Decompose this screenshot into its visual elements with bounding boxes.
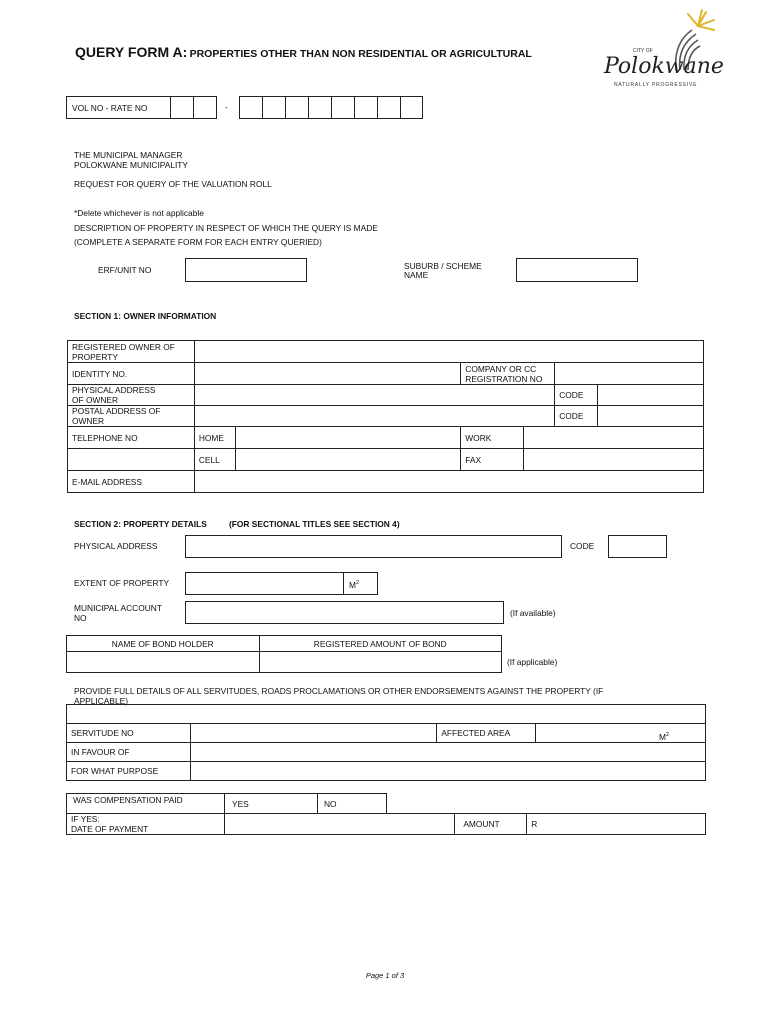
physical-code-input[interactable] bbox=[598, 385, 704, 406]
postal-code-input[interactable] bbox=[598, 406, 704, 427]
erf-label: ERF/UNIT NO bbox=[98, 265, 152, 275]
vol-rate-separator: - bbox=[225, 102, 228, 112]
bond-holder-input[interactable] bbox=[67, 652, 260, 673]
in-favour-label: IN FAVOUR OF bbox=[67, 743, 191, 762]
suburb-label-1: SUBURB / SCHEME bbox=[404, 261, 482, 271]
rate-digit-2[interactable] bbox=[262, 96, 286, 119]
form-title bbox=[75, 44, 532, 60]
property-physical-label: PHYSICAL ADDRESS bbox=[74, 541, 158, 551]
physical-code-label: CODE bbox=[555, 385, 598, 406]
vol-digit-1[interactable] bbox=[170, 96, 194, 119]
suburb-input[interactable] bbox=[516, 258, 638, 282]
fax-input[interactable] bbox=[524, 449, 704, 471]
servitude-detail-input[interactable] bbox=[67, 705, 706, 724]
company-reg-label: COMPANY OR CC REGISTRATION NO bbox=[461, 363, 555, 385]
if-available-note: (If available) bbox=[510, 608, 556, 618]
purpose-label: FOR WHAT PURPOSE bbox=[67, 762, 191, 781]
description-line: DESCRIPTION OF PROPERTY IN RESPECT OF WHICH THE QUERY IS MADE bbox=[74, 223, 378, 233]
if-yes-label: IF YES: DATE OF PAYMENT bbox=[67, 814, 225, 835]
registered-owner-label: REGISTERED OWNER OF PROPERTY bbox=[68, 341, 195, 363]
payment-table bbox=[66, 813, 706, 835]
bond-holder-header: NAME OF BOND HOLDER bbox=[67, 636, 260, 652]
postal-address-label: POSTAL ADDRESS OF OWNER bbox=[68, 406, 195, 427]
bond-amount-input[interactable] bbox=[259, 652, 501, 673]
rate-digit-7[interactable] bbox=[377, 96, 401, 119]
compensation-no-label: NO bbox=[324, 799, 337, 809]
section1-title: SECTION 1: OWNER INFORMATION bbox=[74, 311, 217, 321]
home-label: HOME bbox=[194, 427, 235, 449]
email-label: E-MAIL ADDRESS bbox=[68, 471, 195, 493]
property-code-label: CODE bbox=[570, 541, 595, 551]
servitude-intro-1: PROVIDE FULL DETAILS OF ALL SERVITUDES, ROADS PROCLAMATIONS OR OTHER ENDORSEMENTS AGAINST THE PROPERTY (IF bbox=[74, 686, 604, 696]
form-title-sub: PROPERTIES OTHER THAN NON RESIDENTIAL OR AGRICULTURAL bbox=[189, 48, 532, 60]
logo-name: Polokwane bbox=[604, 54, 724, 79]
extent-unit-divider bbox=[343, 572, 344, 595]
account-label-1: MUNICIPAL ACCOUNT bbox=[74, 603, 162, 613]
telephone-label: TELEPHONE NO bbox=[68, 427, 195, 449]
vol-rate-label: VOL NO - RATE NO bbox=[72, 103, 148, 113]
work-input[interactable] bbox=[524, 427, 704, 449]
amount-label: AMOUNT bbox=[455, 814, 527, 835]
compensation-yes-label: YES bbox=[232, 799, 249, 809]
work-label: WORK bbox=[461, 427, 524, 449]
property-physical-input[interactable] bbox=[185, 535, 562, 558]
cell-label: CELL bbox=[194, 449, 235, 471]
telephone-blank bbox=[68, 449, 195, 471]
servitude-table bbox=[66, 704, 706, 781]
delete-note: *Delete whichever is not applicable bbox=[74, 208, 204, 218]
page-number: Page 1 of 3 bbox=[365, 971, 405, 980]
bond-amount-header: REGISTERED AMOUNT OF BOND bbox=[259, 636, 501, 652]
extent-label: EXTENT OF PROPERTY bbox=[74, 578, 170, 588]
affected-area-input[interactable]: $M^2$ bbox=[536, 724, 706, 743]
home-input[interactable] bbox=[235, 427, 460, 449]
postal-address-input[interactable] bbox=[194, 406, 554, 427]
section2-title: SECTION 2: PROPERTY DETAILS bbox=[74, 519, 207, 529]
registered-owner-input[interactable] bbox=[194, 341, 703, 363]
purpose-input[interactable] bbox=[190, 762, 705, 781]
account-label-2: NO bbox=[74, 613, 87, 623]
amount-input[interactable]: R bbox=[527, 814, 706, 835]
request-line: REQUEST FOR QUERY OF THE VALUATION ROLL bbox=[74, 179, 272, 189]
vol-digit-2[interactable] bbox=[193, 96, 217, 119]
physical-address-owner-input[interactable] bbox=[194, 385, 554, 406]
servitude-no-input[interactable] bbox=[190, 724, 436, 743]
in-favour-input[interactable] bbox=[190, 743, 705, 762]
property-code-input[interactable] bbox=[608, 535, 667, 558]
rate-digit-5[interactable] bbox=[331, 96, 355, 119]
rate-digit-4[interactable] bbox=[308, 96, 332, 119]
rate-digit-8[interactable] bbox=[400, 96, 423, 119]
logo-tagline: NATURALLY PROGRESSIVE bbox=[614, 82, 698, 88]
rate-digit-3[interactable] bbox=[285, 96, 309, 119]
payment-date-input[interactable] bbox=[224, 814, 455, 835]
postal-code-label: CODE bbox=[555, 406, 598, 427]
identity-label: IDENTITY NO. bbox=[68, 363, 195, 385]
section2-title-note: (FOR SECTIONAL TITLES SEE SECTION 4) bbox=[229, 519, 400, 529]
servitude-no-label: SERVITUDE NO bbox=[67, 724, 191, 743]
if-applicable-note: (If applicable) bbox=[507, 657, 558, 667]
logo-city-of: CITY OF bbox=[633, 48, 653, 54]
cell-input[interactable] bbox=[235, 449, 460, 471]
erf-input[interactable] bbox=[185, 258, 307, 282]
form-title-main: QUERY FORM A: bbox=[75, 44, 188, 60]
physical-address-owner-label: PHYSICAL ADDRESS OF OWNER bbox=[68, 385, 195, 406]
addressee-line-2: POLOKWANE MUNICIPALITY bbox=[74, 160, 189, 170]
affected-area-label: AFFECTED AREA bbox=[437, 724, 536, 743]
rate-digit-6[interactable] bbox=[354, 96, 378, 119]
addressee-line-1: THE MUNICIPAL MANAGER bbox=[74, 150, 183, 160]
servitude-intro-2: APPLICABLE) bbox=[74, 696, 128, 706]
rate-digit-1[interactable] bbox=[239, 96, 263, 119]
identity-input[interactable] bbox=[194, 363, 460, 385]
separate-form-note: (COMPLETE A SEPARATE FORM FOR EACH ENTRY QUERIED) bbox=[74, 237, 322, 247]
suburb-label-2: NAME bbox=[404, 270, 429, 280]
owner-info-table bbox=[67, 340, 704, 493]
account-input[interactable] bbox=[185, 601, 504, 624]
extent-unit: $M^2$ bbox=[349, 579, 360, 590]
compensation-label: WAS COMPENSATION PAID bbox=[73, 795, 183, 805]
company-reg-input[interactable] bbox=[555, 363, 704, 385]
polokwane-logo bbox=[598, 8, 728, 88]
fax-label: FAX bbox=[461, 449, 524, 471]
email-input[interactable] bbox=[194, 471, 703, 493]
bond-table bbox=[66, 635, 502, 673]
